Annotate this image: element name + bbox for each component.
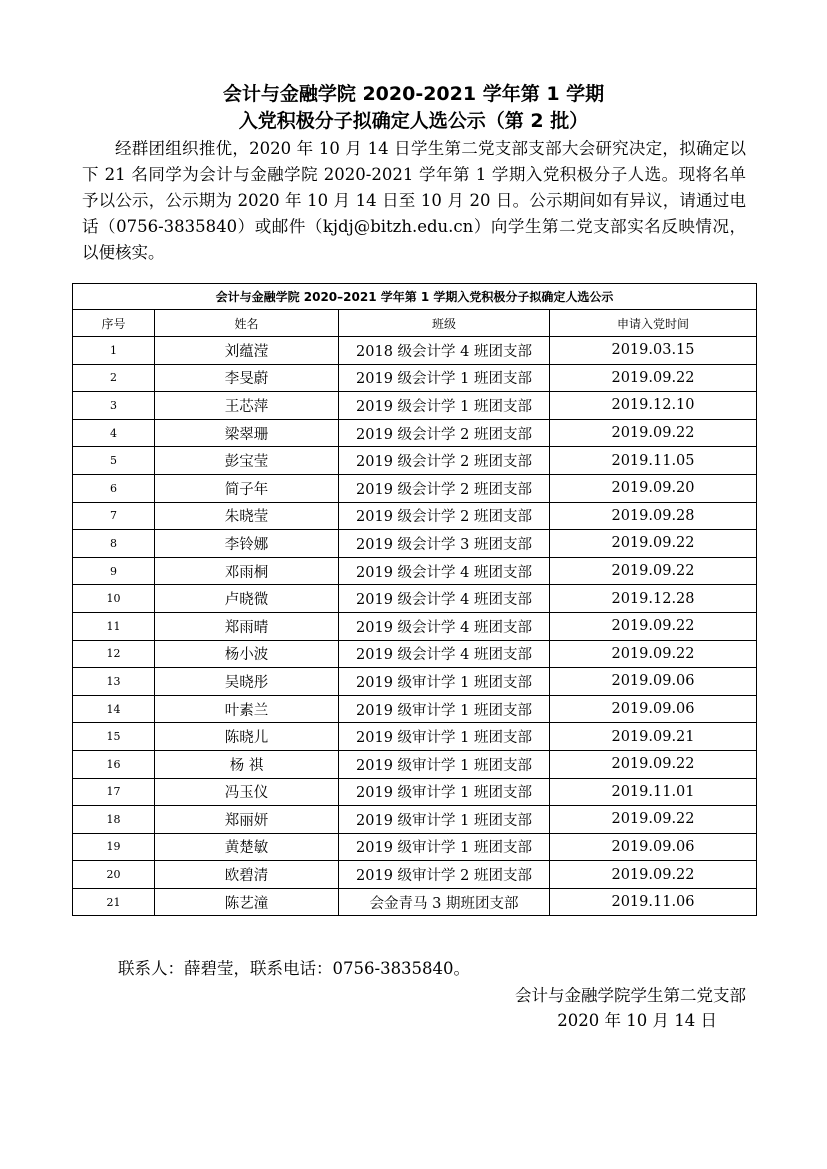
cell-name: 朱晓莹	[155, 502, 339, 530]
candidate-table	[72, 283, 757, 916]
cell-seq: 13	[73, 668, 155, 696]
cell-seq: 19	[73, 833, 155, 861]
table-row	[73, 861, 757, 889]
table-row	[73, 833, 757, 861]
cell-class: 2019 级审计学 1 班团支部	[339, 806, 550, 834]
cell-apply-date: 2019.11.06	[550, 888, 757, 916]
cell-name: 彭宝莹	[155, 447, 339, 475]
cell-name: 李铃娜	[155, 530, 339, 558]
cell-class: 2019 级会计学 4 班团支部	[339, 640, 550, 668]
table-row	[73, 557, 757, 585]
cell-seq: 3	[73, 392, 155, 420]
table-row	[73, 585, 757, 613]
cell-seq: 6	[73, 474, 155, 502]
cell-seq: 20	[73, 861, 155, 889]
cell-seq: 15	[73, 723, 155, 751]
cell-name: 简子年	[155, 474, 339, 502]
cell-apply-date: 2019.09.06	[550, 695, 757, 723]
cell-class: 2019 级会计学 2 班团支部	[339, 419, 550, 447]
cell-seq: 14	[73, 695, 155, 723]
intro-paragraph: 经群团组织推优，2020 年 10 月 14 日学生第二党支部支部大会研究决定，拟确定以下 21 名同学为会计与金融学院 2020-2021 学年第 1 学期入党积极分子人选。现将名单予以公示，公示期为 2020 年 10 月 14 日至 10 月 20 日。公示期间如有异议，请通过电话（0756-3835840）或邮件（kjdj@bitzh.edu.cn）向学生第二党支部实名反映情况，以便核实。	[82, 139, 746, 262]
cell-name: 郑丽妍	[155, 806, 339, 834]
cell-class: 会金青马 3 期班团支部	[339, 888, 550, 916]
table-row	[73, 640, 757, 668]
cell-seq: 11	[73, 612, 155, 640]
cell-name: 卢晓微	[155, 585, 339, 613]
cell-name: 邓雨桐	[155, 557, 339, 585]
table-caption: 会计与金融学院 2020–2021 学年第 1 学期入党积极分子拟确定人选公示	[73, 284, 757, 310]
table-row	[73, 778, 757, 806]
cell-name: 陈艺潼	[155, 888, 339, 916]
table-row	[73, 612, 757, 640]
cell-apply-date: 2019.09.20	[550, 474, 757, 502]
cell-class: 2019 级会计学 4 班团支部	[339, 557, 550, 585]
cell-name: 叶素兰	[155, 695, 339, 723]
cell-name: 黄楚敏	[155, 833, 339, 861]
cell-class: 2019 级会计学 2 班团支部	[339, 447, 550, 475]
cell-apply-date: 2019.09.22	[550, 557, 757, 585]
cell-apply-date: 2019.09.22	[550, 640, 757, 668]
cell-class: 2018 级会计学 4 班团支部	[339, 337, 550, 365]
cell-class: 2019 级审计学 1 班团支部	[339, 668, 550, 696]
header-name: 姓名	[155, 310, 339, 337]
cell-class: 2019 级审计学 1 班团支部	[339, 833, 550, 861]
cell-seq: 18	[73, 806, 155, 834]
cell-name: 王芯萍	[155, 392, 339, 420]
table-row	[73, 474, 757, 502]
cell-class: 2019 级会计学 4 班团支部	[339, 585, 550, 613]
cell-name: 陈晓儿	[155, 723, 339, 751]
cell-apply-date: 2019.09.21	[550, 723, 757, 751]
table-row	[73, 447, 757, 475]
cell-name: 吴晓彤	[155, 668, 339, 696]
cell-seq: 5	[73, 447, 155, 475]
cell-apply-date: 2019.09.22	[550, 419, 757, 447]
table-row	[73, 337, 757, 365]
cell-apply-date: 2019.11.01	[550, 778, 757, 806]
cell-apply-date: 2019.11.05	[550, 447, 757, 475]
cell-class: 2019 级会计学 1 班团支部	[339, 392, 550, 420]
cell-class: 2019 级审计学 1 班团支部	[339, 695, 550, 723]
cell-apply-date: 2019.09.06	[550, 668, 757, 696]
cell-seq: 21	[73, 888, 155, 916]
cell-apply-date: 2019.09.22	[550, 806, 757, 834]
cell-name: 刘蕴滢	[155, 337, 339, 365]
table-row	[73, 723, 757, 751]
cell-apply-date: 2019.09.22	[550, 612, 757, 640]
header-class: 班级	[339, 310, 550, 337]
cell-seq: 10	[73, 585, 155, 613]
cell-seq: 16	[73, 750, 155, 778]
cell-seq: 9	[73, 557, 155, 585]
cell-seq: 8	[73, 530, 155, 558]
table-row	[73, 364, 757, 392]
cell-apply-date: 2019.12.10	[550, 392, 757, 420]
table-row	[73, 419, 757, 447]
cell-class: 2019 级会计学 2 班团支部	[339, 502, 550, 530]
signature-date: 2020 年 10 月 14 日	[557, 1011, 717, 1030]
document-title-line2: 入党积极分子拟确定人选公示（第 2 批）	[238, 110, 589, 132]
cell-name: 欧碧清	[155, 861, 339, 889]
cell-apply-date: 2019.09.22	[550, 750, 757, 778]
cell-name: 李旻蔚	[155, 364, 339, 392]
cell-class: 2019 级审计学 1 班团支部	[339, 723, 550, 751]
cell-name: 郑雨晴	[155, 612, 339, 640]
cell-seq: 2	[73, 364, 155, 392]
contact-line: 联系人：薛碧莹，联系电话：0756-3835840。	[118, 959, 471, 978]
cell-apply-date: 2019.03.15	[550, 337, 757, 365]
cell-class: 2019 级会计学 2 班团支部	[339, 474, 550, 502]
table-body	[73, 337, 757, 916]
cell-class: 2019 级审计学 1 班团支部	[339, 750, 550, 778]
cell-class: 2019 级审计学 2 班团支部	[339, 861, 550, 889]
cell-apply-date: 2019.09.22	[550, 861, 757, 889]
cell-seq: 7	[73, 502, 155, 530]
cell-apply-date: 2019.09.22	[550, 530, 757, 558]
table-row	[73, 806, 757, 834]
cell-apply-date: 2019.09.06	[550, 833, 757, 861]
cell-seq: 4	[73, 419, 155, 447]
cell-name: 杨 祺	[155, 750, 339, 778]
cell-apply-date: 2019.09.22	[550, 364, 757, 392]
cell-name: 梁翠珊	[155, 419, 339, 447]
document-title-line1: 会计与金融学院 2020-2021 学年第 1 学期	[222, 83, 605, 105]
cell-apply-date: 2019.09.28	[550, 502, 757, 530]
cell-name: 冯玉仪	[155, 778, 339, 806]
table-row	[73, 668, 757, 696]
cell-name: 杨小波	[155, 640, 339, 668]
table-row	[73, 502, 757, 530]
cell-seq: 17	[73, 778, 155, 806]
table-header-row	[73, 310, 757, 337]
header-seq: 序号	[73, 310, 155, 337]
cell-seq: 1	[73, 337, 155, 365]
cell-seq: 12	[73, 640, 155, 668]
cell-class: 2019 级会计学 1 班团支部	[339, 364, 550, 392]
table-row	[73, 392, 757, 420]
signature-org: 会计与金融学院学生第二党支部	[515, 986, 746, 1005]
cell-apply-date: 2019.12.28	[550, 585, 757, 613]
cell-class: 2019 级审计学 1 班团支部	[339, 778, 550, 806]
table-row	[73, 888, 757, 916]
table-row	[73, 750, 757, 778]
cell-class: 2019 级会计学 3 班团支部	[339, 530, 550, 558]
header-apply-date: 申请入党时间	[550, 310, 757, 337]
table-row	[73, 695, 757, 723]
cell-class: 2019 级会计学 4 班团支部	[339, 612, 550, 640]
table-row	[73, 530, 757, 558]
